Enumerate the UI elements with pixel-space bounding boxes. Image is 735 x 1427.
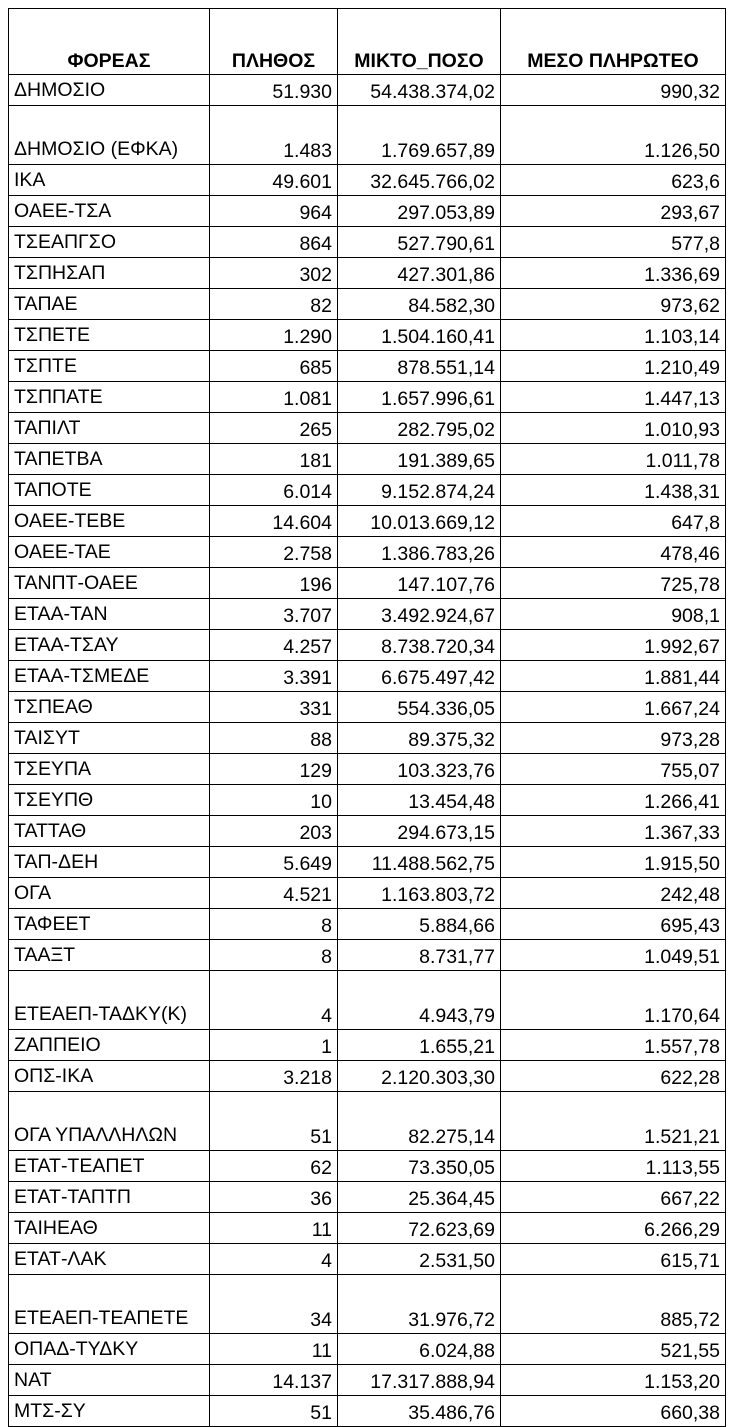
plithos-cell: 685	[210, 351, 338, 382]
mikto-poso-cell: 35.486,76	[338, 1396, 501, 1427]
meso-pliroteo-cell: 1.266,41	[501, 785, 726, 816]
mikto-poso-cell: 147.107,76	[338, 568, 501, 599]
foreas-cell: ΟΓΑ	[9, 878, 210, 909]
mikto-poso-cell: 25.364,45	[338, 1182, 501, 1213]
mikto-poso-cell: 32.645.766,02	[338, 165, 501, 196]
mikto-poso-cell: 2.531,50	[338, 1244, 501, 1275]
mikto-poso-cell: 82.275,14	[338, 1092, 501, 1151]
meso-pliroteo-cell: 1.153,20	[501, 1365, 726, 1396]
table-row	[9, 878, 726, 909]
meso-pliroteo-cell: 1.011,78	[501, 444, 726, 475]
mikto-poso-cell: 8.731,77	[338, 940, 501, 971]
plithos-cell: 864	[210, 227, 338, 258]
meso-pliroteo-cell: 1.049,51	[501, 940, 726, 971]
mikto-poso-cell: 8.738.720,34	[338, 630, 501, 661]
foreas-cell: ΤΑΤΤΑΘ	[9, 816, 210, 847]
meso-pliroteo-cell: 725,78	[501, 568, 726, 599]
table-row	[9, 320, 726, 351]
mikto-poso-cell: 4.943,79	[338, 971, 501, 1030]
meso-pliroteo-cell: 242,48	[501, 878, 726, 909]
plithos-cell: 331	[210, 692, 338, 723]
table-row	[9, 692, 726, 723]
table-row	[9, 940, 726, 971]
table-row	[9, 754, 726, 785]
mikto-poso-cell: 294.673,15	[338, 816, 501, 847]
plithos-cell: 3.707	[210, 599, 338, 630]
table-row	[9, 1151, 726, 1182]
meso-pliroteo-cell: 1.447,13	[501, 382, 726, 413]
meso-pliroteo-cell: 1.113,55	[501, 1151, 726, 1182]
table-row	[9, 1334, 726, 1365]
meso-pliroteo-cell: 1.367,33	[501, 816, 726, 847]
plithos-cell: 82	[210, 289, 338, 320]
table-row	[9, 444, 726, 475]
table-row	[9, 258, 726, 289]
foreas-cell: ΝΑΤ	[9, 1365, 210, 1396]
foreas-cell: ΤΣΠΗΣΑΠ	[9, 258, 210, 289]
plithos-cell: 36	[210, 1182, 338, 1213]
meso-pliroteo-cell: 1.170,64	[501, 971, 726, 1030]
mikto-poso-cell: 1.504.160,41	[338, 320, 501, 351]
meso-pliroteo-cell: 755,07	[501, 754, 726, 785]
table-row	[9, 847, 726, 878]
meso-pliroteo-cell: 973,62	[501, 289, 726, 320]
mikto-poso-cell: 1.163.803,72	[338, 878, 501, 909]
header-mikto-poso: ΜΙΚΤΟ_ΠΟΣΟ	[338, 9, 501, 75]
meso-pliroteo-cell: 647,8	[501, 506, 726, 537]
meso-pliroteo-cell: 990,32	[501, 75, 726, 106]
mikto-poso-cell: 5.884,66	[338, 909, 501, 940]
table-row	[9, 630, 726, 661]
meso-pliroteo-cell: 615,71	[501, 1244, 726, 1275]
foreas-cell: ΟΑΕΕ-ΤΕΒΕ	[9, 506, 210, 537]
meso-pliroteo-cell: 1.010,93	[501, 413, 726, 444]
plithos-cell: 10	[210, 785, 338, 816]
meso-pliroteo-cell: 1.210,49	[501, 351, 726, 382]
mikto-poso-cell: 1.386.783,26	[338, 537, 501, 568]
table-row	[9, 537, 726, 568]
foreas-cell: ΤΑΑΞΤ	[9, 940, 210, 971]
meso-pliroteo-cell: 622,28	[501, 1061, 726, 1092]
mikto-poso-cell: 282.795,02	[338, 413, 501, 444]
table-row	[9, 289, 726, 320]
mikto-poso-cell: 17.317.888,94	[338, 1365, 501, 1396]
meso-pliroteo-cell: 667,22	[501, 1182, 726, 1213]
plithos-cell: 1.483	[210, 106, 338, 165]
meso-pliroteo-cell: 1.336,69	[501, 258, 726, 289]
meso-pliroteo-cell: 973,28	[501, 723, 726, 754]
plithos-cell: 129	[210, 754, 338, 785]
foreas-cell: ΕΤΕΑΕΠ-ΤΑΔΚΥ(Κ)	[9, 971, 210, 1030]
plithos-cell: 51.930	[210, 75, 338, 106]
plithos-cell: 4.257	[210, 630, 338, 661]
mikto-poso-cell: 84.582,30	[338, 289, 501, 320]
meso-pliroteo-cell: 478,46	[501, 537, 726, 568]
meso-pliroteo-cell: 623,6	[501, 165, 726, 196]
table-body	[9, 75, 726, 1427]
foreas-cell: ΤΣΠΠΑΤΕ	[9, 382, 210, 413]
table-row	[9, 909, 726, 940]
table-row	[9, 196, 726, 227]
foreas-cell: ΤΑΠΕΤΒΑ	[9, 444, 210, 475]
foreas-cell: ΕΤΑΑ-ΤΣΜΕΔΕ	[9, 661, 210, 692]
plithos-cell: 6.014	[210, 475, 338, 506]
table-row	[9, 1030, 726, 1061]
foreas-cell: ΟΠΣ-ΙΚΑ	[9, 1061, 210, 1092]
foreas-cell: ΟΠΑΔ-ΤΥΔΚΥ	[9, 1334, 210, 1365]
plithos-cell: 11	[210, 1213, 338, 1244]
mikto-poso-cell: 554.336,05	[338, 692, 501, 723]
meso-pliroteo-cell: 660,38	[501, 1396, 726, 1427]
foreas-cell: ΤΣΕΑΠΓΣΟ	[9, 227, 210, 258]
table-row	[9, 413, 726, 444]
plithos-cell: 203	[210, 816, 338, 847]
foreas-cell: ΤΑΙΣΥΤ	[9, 723, 210, 754]
plithos-cell: 3.218	[210, 1061, 338, 1092]
meso-pliroteo-cell: 1.521,21	[501, 1092, 726, 1151]
mikto-poso-cell: 72.623,69	[338, 1213, 501, 1244]
meso-pliroteo-cell: 1.557,78	[501, 1030, 726, 1061]
foreas-cell: ΟΑΕΕ-ΤΑΕ	[9, 537, 210, 568]
mikto-poso-cell: 427.301,86	[338, 258, 501, 289]
foreas-cell: ΜΤΣ-ΣΥ	[9, 1396, 210, 1427]
table-row	[9, 1213, 726, 1244]
table-row	[9, 227, 726, 258]
plithos-cell: 2.758	[210, 537, 338, 568]
plithos-cell: 181	[210, 444, 338, 475]
table-row	[9, 599, 726, 630]
mikto-poso-cell: 6.675.497,42	[338, 661, 501, 692]
table-row	[9, 971, 726, 1030]
mikto-poso-cell: 11.488.562,75	[338, 847, 501, 878]
plithos-cell: 5.649	[210, 847, 338, 878]
meso-pliroteo-cell: 695,43	[501, 909, 726, 940]
foreas-cell: ΤΑΙΗΕΑΘ	[9, 1213, 210, 1244]
foreas-cell: ΤΣΠΕΤΕ	[9, 320, 210, 351]
plithos-cell: 51	[210, 1396, 338, 1427]
meso-pliroteo-cell: 908,1	[501, 599, 726, 630]
foreas-cell: ΤΑΦΕΕΤ	[9, 909, 210, 940]
header-plithos: ΠΛΗΘΟΣ	[210, 9, 338, 75]
foreas-cell: ΤΣΕΥΠΘ	[9, 785, 210, 816]
table-row	[9, 1061, 726, 1092]
foreas-cell: ΤΑΠΙΛΤ	[9, 413, 210, 444]
foreas-cell: ΟΑΕΕ-ΤΣΑ	[9, 196, 210, 227]
table-row	[9, 506, 726, 537]
plithos-cell: 302	[210, 258, 338, 289]
foreas-cell: ΤΣΠΕΑΘ	[9, 692, 210, 723]
table-row	[9, 475, 726, 506]
plithos-cell: 8	[210, 909, 338, 940]
table-row	[9, 816, 726, 847]
table-row	[9, 382, 726, 413]
table-row	[9, 106, 726, 165]
foreas-cell: ΔΗΜΟΣΙΟ	[9, 75, 210, 106]
plithos-cell: 11	[210, 1334, 338, 1365]
table-row	[9, 568, 726, 599]
table-row	[9, 1092, 726, 1151]
mikto-poso-cell: 54.438.374,02	[338, 75, 501, 106]
foreas-cell: ΔΗΜΟΣΙΟ (ΕΦΚΑ)	[9, 106, 210, 165]
plithos-cell: 1.290	[210, 320, 338, 351]
foreas-cell: ΖΑΠΠΕΙΟ	[9, 1030, 210, 1061]
mikto-poso-cell: 191.389,65	[338, 444, 501, 475]
plithos-cell: 964	[210, 196, 338, 227]
foreas-cell: ΕΤΑΤ-ΤΕΑΠΕΤ	[9, 1151, 210, 1182]
mikto-poso-cell: 2.120.303,30	[338, 1061, 501, 1092]
meso-pliroteo-cell: 1.126,50	[501, 106, 726, 165]
plithos-cell: 51	[210, 1092, 338, 1151]
table-row	[9, 1365, 726, 1396]
plithos-cell: 62	[210, 1151, 338, 1182]
mikto-poso-cell: 9.152.874,24	[338, 475, 501, 506]
plithos-cell: 88	[210, 723, 338, 754]
mikto-poso-cell: 1.657.996,61	[338, 382, 501, 413]
plithos-cell: 196	[210, 568, 338, 599]
mikto-poso-cell: 1.655,21	[338, 1030, 501, 1061]
pension-table	[8, 8, 726, 1427]
meso-pliroteo-cell: 1.992,67	[501, 630, 726, 661]
header-meso-pliroteo: ΜΕΣΟ ΠΛΗΡΩΤΕΟ	[501, 9, 726, 75]
mikto-poso-cell: 3.492.924,67	[338, 599, 501, 630]
table-row	[9, 351, 726, 382]
header-foreas: ΦΟΡΕΑΣ	[9, 9, 210, 75]
mikto-poso-cell: 10.013.669,12	[338, 506, 501, 537]
plithos-cell: 49.601	[210, 165, 338, 196]
foreas-cell: ΕΤΑΑ-ΤΑΝ	[9, 599, 210, 630]
plithos-cell: 265	[210, 413, 338, 444]
plithos-cell: 4	[210, 1244, 338, 1275]
foreas-cell: ΤΣΕΥΠΑ	[9, 754, 210, 785]
table-row	[9, 785, 726, 816]
table-row	[9, 1244, 726, 1275]
table-row	[9, 1182, 726, 1213]
mikto-poso-cell: 73.350,05	[338, 1151, 501, 1182]
mikto-poso-cell: 13.454,48	[338, 785, 501, 816]
foreas-cell: ΕΤΑΑ-ΤΣΑΥ	[9, 630, 210, 661]
foreas-cell: ΤΑΠΟΤΕ	[9, 475, 210, 506]
table-row	[9, 661, 726, 692]
foreas-cell: ΕΤΑΤ-ΤΑΠΤΠ	[9, 1182, 210, 1213]
foreas-cell: ΤΑΠΑΕ	[9, 289, 210, 320]
plithos-cell: 14.137	[210, 1365, 338, 1396]
mikto-poso-cell: 527.790,61	[338, 227, 501, 258]
plithos-cell: 4.521	[210, 878, 338, 909]
mikto-poso-cell: 31.976,72	[338, 1275, 501, 1334]
meso-pliroteo-cell: 6.266,29	[501, 1213, 726, 1244]
header-row	[9, 9, 726, 75]
meso-pliroteo-cell: 1.667,24	[501, 692, 726, 723]
mikto-poso-cell: 297.053,89	[338, 196, 501, 227]
foreas-cell: ΤΑΝΠΤ-ΟΑΕΕ	[9, 568, 210, 599]
foreas-cell: ΤΣΠΤΕ	[9, 351, 210, 382]
mikto-poso-cell: 6.024,88	[338, 1334, 501, 1365]
table-row	[9, 165, 726, 196]
plithos-cell: 8	[210, 940, 338, 971]
foreas-cell: ΤΑΠ-ΔΕΗ	[9, 847, 210, 878]
foreas-cell: ΙΚΑ	[9, 165, 210, 196]
plithos-cell: 1.081	[210, 382, 338, 413]
mikto-poso-cell: 89.375,32	[338, 723, 501, 754]
plithos-cell: 4	[210, 971, 338, 1030]
meso-pliroteo-cell: 1.915,50	[501, 847, 726, 878]
mikto-poso-cell: 103.323,76	[338, 754, 501, 785]
meso-pliroteo-cell: 577,8	[501, 227, 726, 258]
table-row	[9, 75, 726, 106]
meso-pliroteo-cell: 521,55	[501, 1334, 726, 1365]
table-row	[9, 1275, 726, 1334]
plithos-cell: 14.604	[210, 506, 338, 537]
mikto-poso-cell: 878.551,14	[338, 351, 501, 382]
table-row	[9, 723, 726, 754]
plithos-cell: 1	[210, 1030, 338, 1061]
meso-pliroteo-cell: 293,67	[501, 196, 726, 227]
foreas-cell: ΟΓΑ ΥΠΑΛΛΗΛΩΝ	[9, 1092, 210, 1151]
mikto-poso-cell: 1.769.657,89	[338, 106, 501, 165]
plithos-cell: 34	[210, 1275, 338, 1334]
meso-pliroteo-cell: 1.438,31	[501, 475, 726, 506]
foreas-cell: ΕΤΑΤ-ΛΑΚ	[9, 1244, 210, 1275]
plithos-cell: 3.391	[210, 661, 338, 692]
table-row	[9, 1396, 726, 1427]
foreas-cell: ΕΤΕΑΕΠ-ΤΕΑΠΕΤΕ	[9, 1275, 210, 1334]
meso-pliroteo-cell: 1.881,44	[501, 661, 726, 692]
meso-pliroteo-cell: 885,72	[501, 1275, 726, 1334]
meso-pliroteo-cell: 1.103,14	[501, 320, 726, 351]
